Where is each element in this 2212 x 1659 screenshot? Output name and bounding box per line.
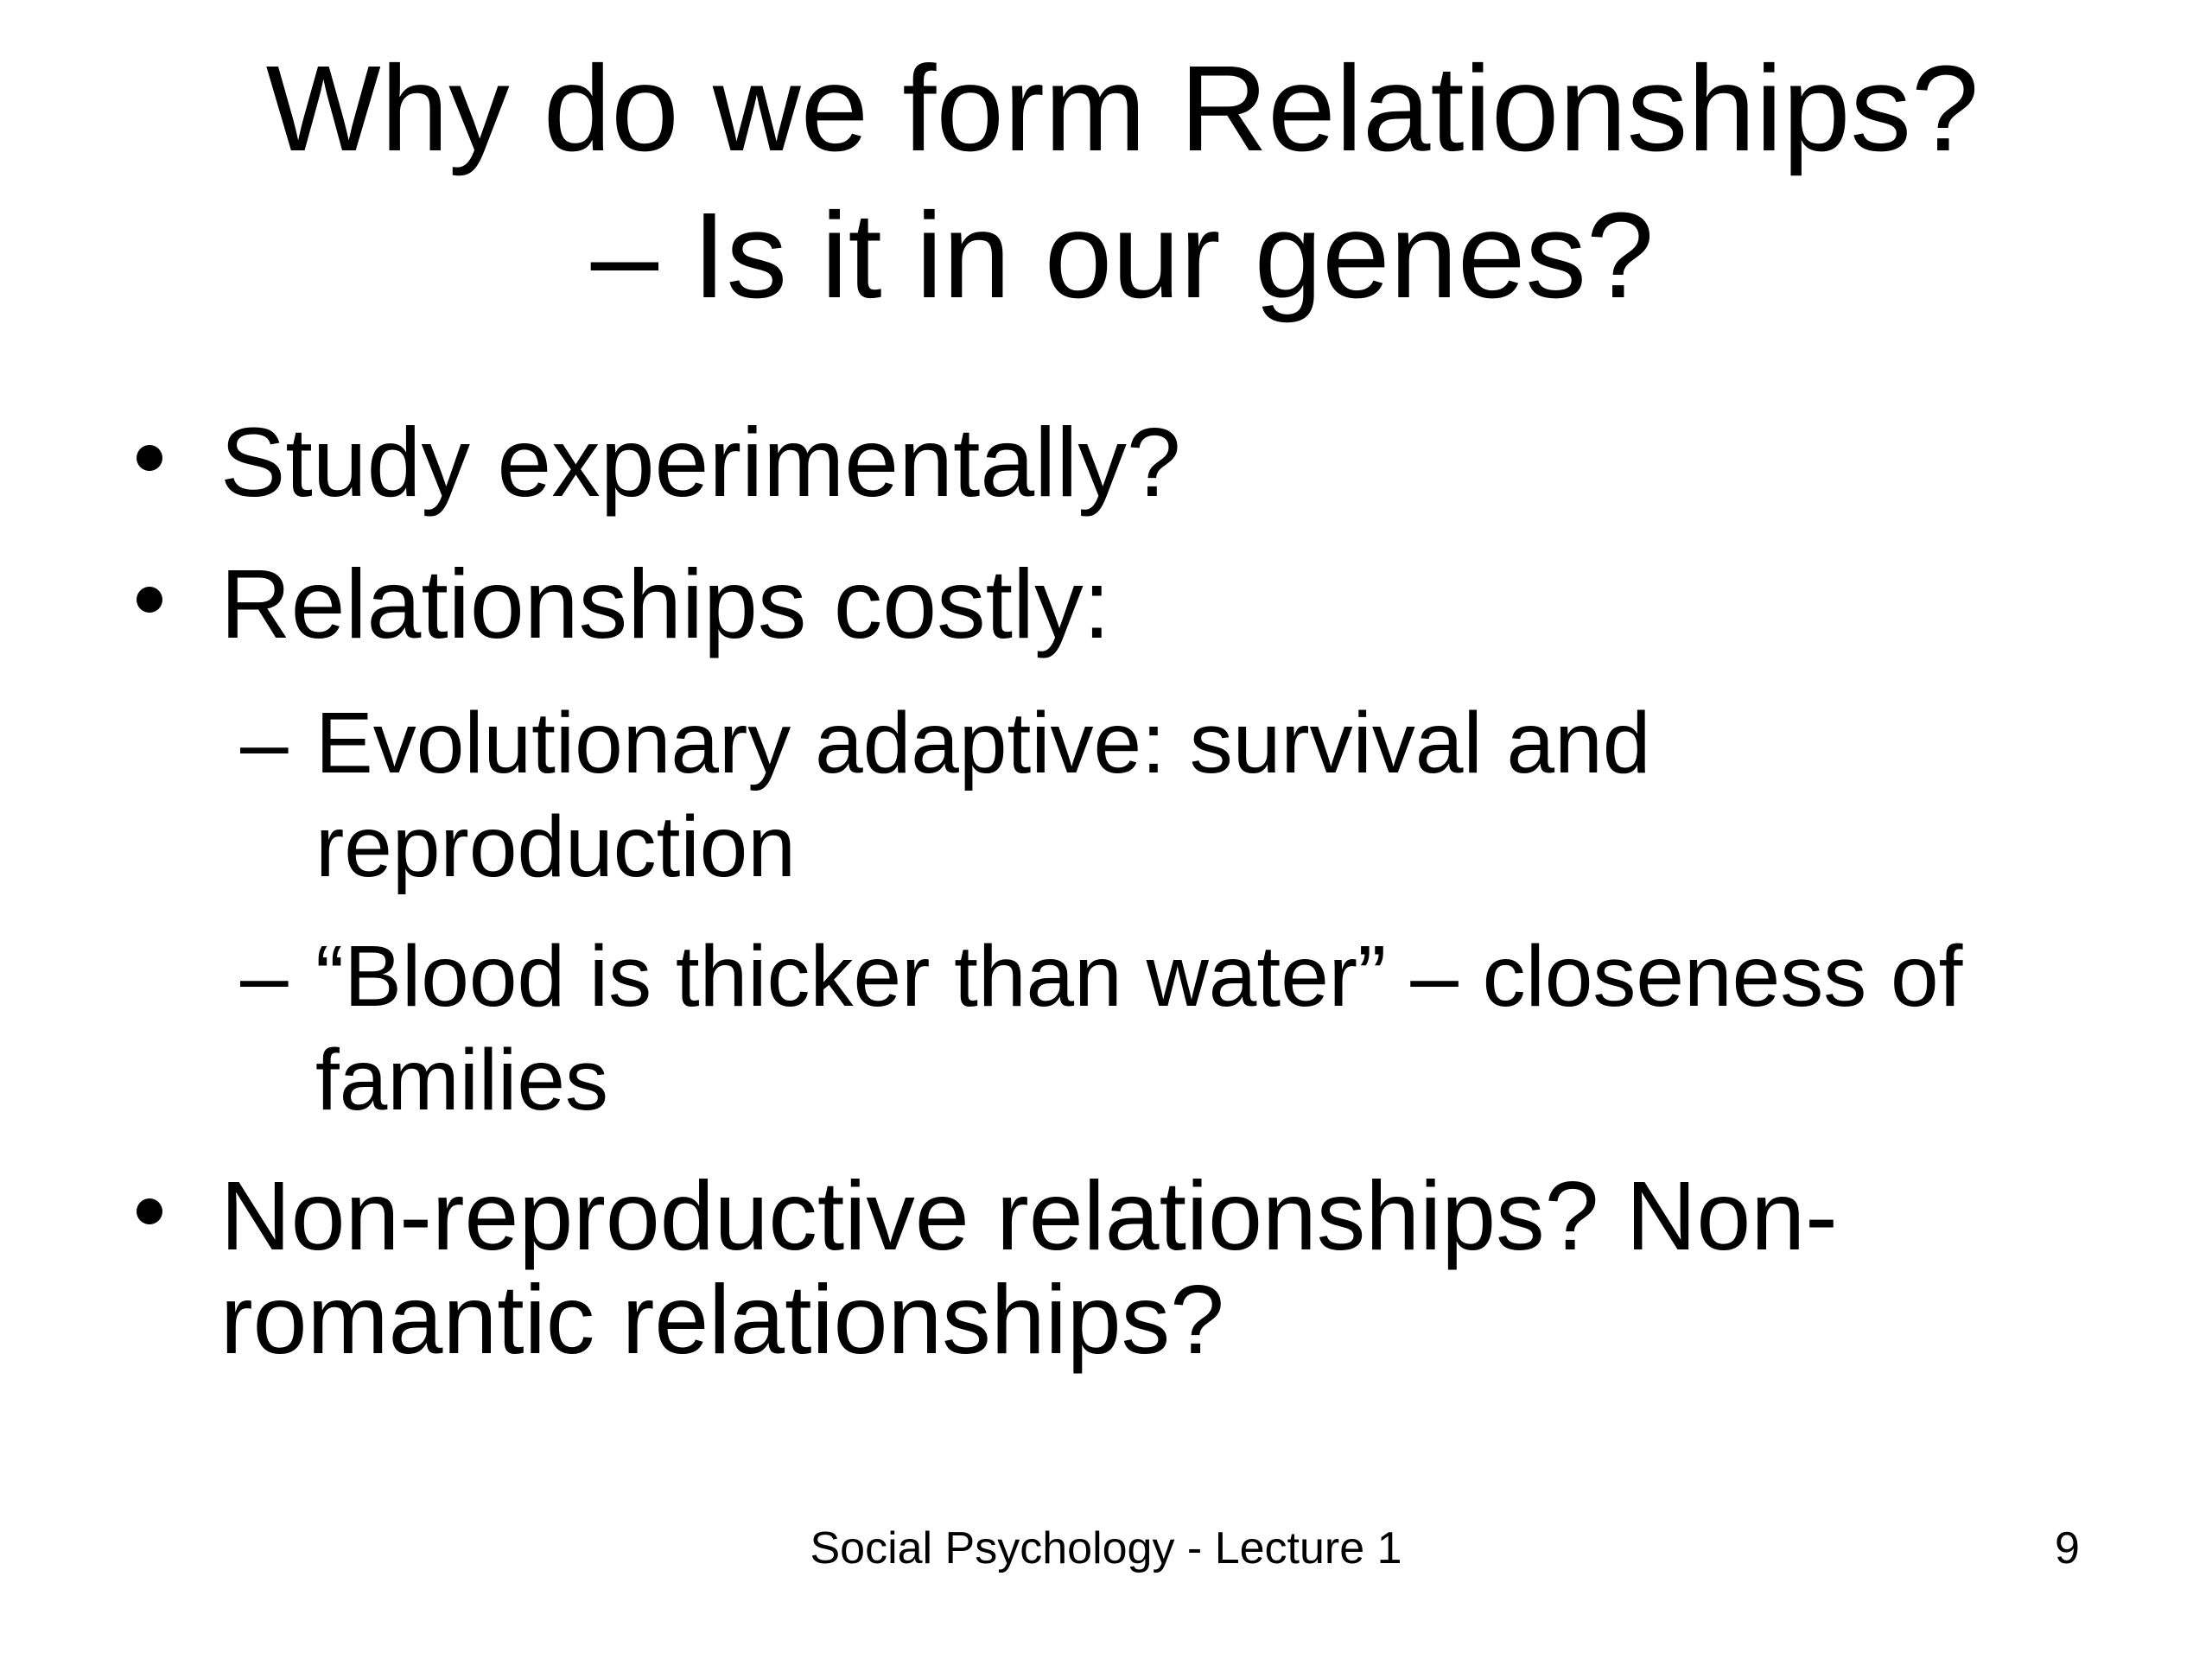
bullet-line: reproduction xyxy=(315,798,796,895)
bullet-line: Non-reproductive relationships? Non- xyxy=(220,1161,1838,1270)
bullet-dash-icon: – xyxy=(240,928,289,1025)
bullet-text xyxy=(220,552,2212,656)
bullet-text xyxy=(220,408,2212,517)
page-number: 9 xyxy=(2055,1523,2080,1573)
bullet-item xyxy=(0,925,2212,1132)
bullet-item xyxy=(0,1161,2212,1374)
bullet-list xyxy=(0,408,2212,1374)
bullet-text xyxy=(220,1161,2212,1374)
bullet-dot-icon xyxy=(137,587,162,613)
bullet-line: families xyxy=(315,1032,608,1128)
bullet-text xyxy=(315,925,2212,1132)
bullet-line: Relationships costly: xyxy=(220,550,1111,658)
slide-title xyxy=(0,35,2212,328)
bullet-item xyxy=(0,552,2212,656)
bullet-line: Study experimentally? xyxy=(220,408,1181,517)
bullet-line: Evolutionary adaptive: survival and xyxy=(315,695,1651,791)
bullet-line: romantic relationships? xyxy=(220,1265,1224,1374)
bullet-item xyxy=(0,691,2212,899)
bullet-text xyxy=(315,691,2212,899)
bullet-line: “Blood is thicker than water” – closeness of xyxy=(315,928,1963,1025)
slide-title-line-1: Why do we form Relationships? xyxy=(265,40,1980,176)
footer-text: Social Psychology - Lecture 1 xyxy=(810,1523,1402,1573)
bullet-item xyxy=(0,408,2212,517)
slide-title-line-2: – Is it in our genes? xyxy=(590,187,1655,323)
bullet-dot-icon xyxy=(137,445,162,471)
bullet-dash-icon: – xyxy=(240,695,289,791)
bullet-dot-icon xyxy=(137,1198,162,1224)
